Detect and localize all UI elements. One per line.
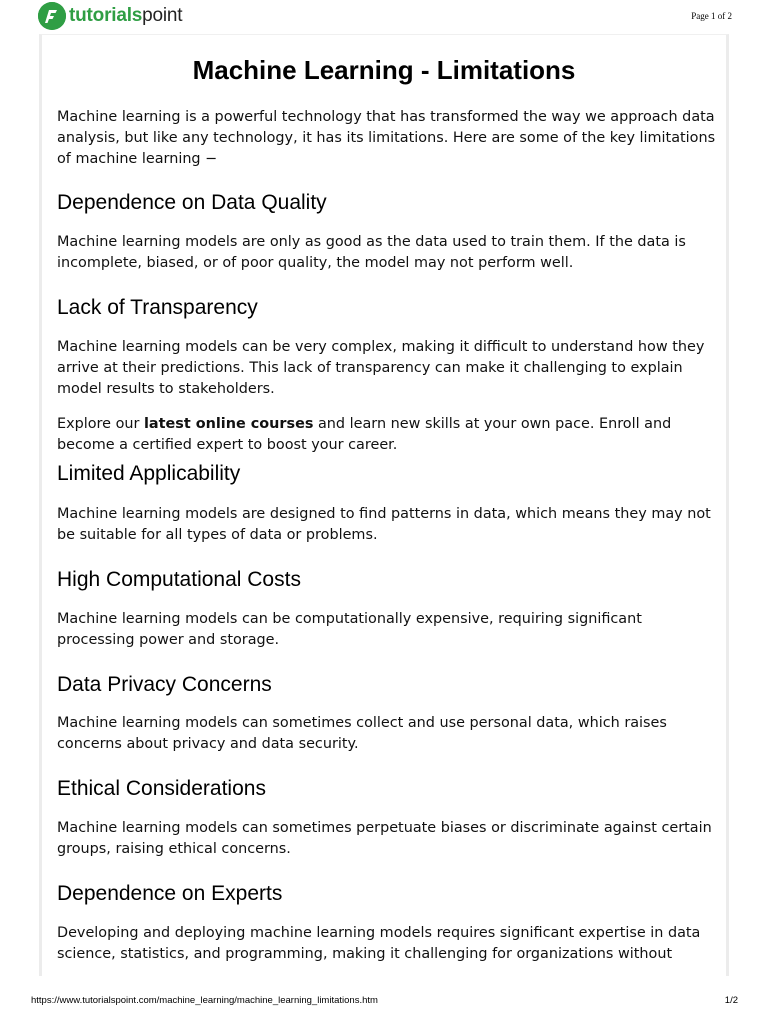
section-text-experts: Developing and deploying machine learning models requires significant expertise in data science, statistics, and programming, making it challenging for organizations without [57,925,701,962]
article-card [39,34,729,976]
promo-text-after: and learn new skills at your own pace. Enroll and become a certified expert to boost your career. [57,416,672,453]
footer-page-number: 1/2 [724,995,738,1006]
section-text-transparency: Machine learning models can be very complex, making it difficult to understand how they arrive at their predictions. This lack of transparency can make it challenging to explain model results to stakeholders. [57,339,705,397]
tutorialspoint-logo-icon [38,2,66,30]
section-text-data-quality: Machine learning models are only as good as the data used to train them. If the data is incomplete, biased, or of poor quality, the model may not perform well. [57,234,686,271]
page-header [0,0,768,34]
section-heading-data-privacy: Data Privacy Concerns [57,673,272,696]
section-heading-experts: Dependence on Experts [57,882,283,905]
logo-wordmark [69,5,182,27]
section-heading-applicability: Limited Applicability [57,462,241,485]
section-heading-data-quality: Dependence on Data Quality [57,191,327,214]
page-indicator: Page 1 of 2 [691,11,732,21]
section-heading-transparency: Lack of Transparency [57,296,258,319]
section-heading-ethical: Ethical Considerations [57,777,266,800]
page-title: Machine Learning - Limitations [192,55,576,85]
promo-text-before: Explore our [57,416,144,432]
section-text-computational-costs: Machine learning models can be computationally expensive, requiring significant processing power and storage. [57,611,642,648]
section-text-ethical: Machine learning models can sometimes perpetuate biases or discriminate against certain groups, raising ethical concerns. [57,820,712,857]
intro-paragraph: Machine learning is a powerful technology that has transformed the way we approach data analysis, but like any technology, it has its limitations. Here are some of the key limitations of machine learning − [57,109,716,167]
promo-paragraph [57,414,717,456]
section-heading-computational-costs: High Computational Costs [57,568,301,591]
logo-text-part2: point [142,5,183,26]
section-text-applicability: Machine learning models are designed to find patterns in data, which means they may not be suitable for all types of data or problems. [57,506,711,543]
section-text-data-privacy: Machine learning models can sometimes collect and use personal data, which raises concerns about privacy and data security. [57,715,667,752]
footer-url: https://www.tutorialspoint.com/machine_learning/machine_learning_limitations.htm [31,995,378,1006]
logo-text-part1: tutorials [69,5,143,26]
site-logo[interactable] [38,2,182,30]
latest-courses-link[interactable]: latest online courses [144,416,314,432]
